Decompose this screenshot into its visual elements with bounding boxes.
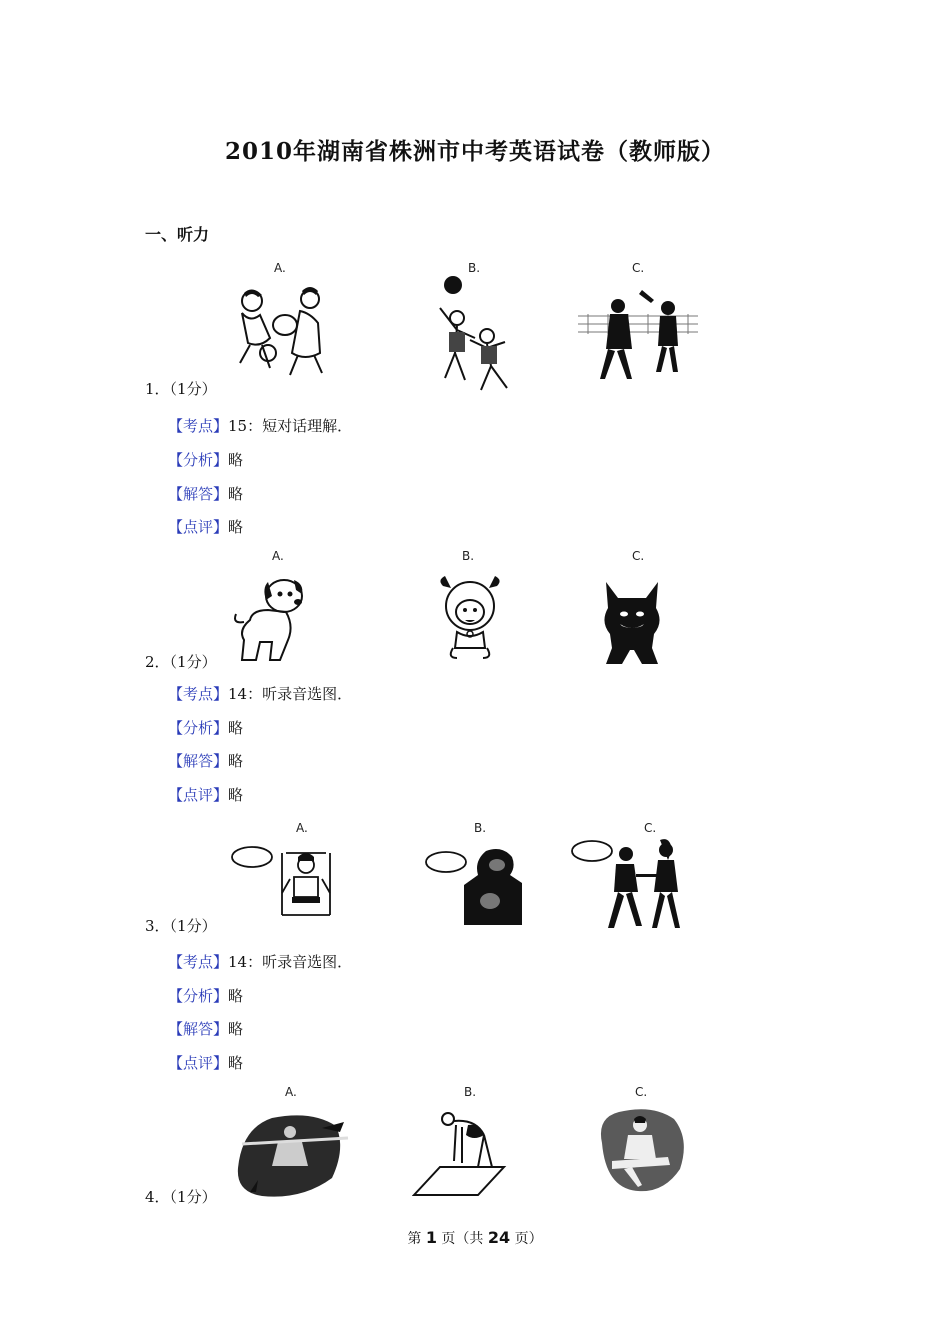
- option-label-a: A.: [274, 261, 286, 275]
- note-text: 15：短对话理解．: [228, 417, 353, 435]
- question-number: 3．（1分）: [145, 917, 217, 935]
- option-label-a: A.: [296, 821, 308, 835]
- note-dianping: [168, 784, 243, 805]
- page-footer: [0, 1228, 950, 1248]
- note-text: 略: [228, 987, 244, 1005]
- note-text: 略: [228, 786, 244, 804]
- note-text: 14：听录音选图．: [228, 685, 353, 703]
- note-jieda: [168, 750, 243, 771]
- tag-jieda: 【解答】: [168, 485, 229, 503]
- tag-dianping: 【点评】: [168, 786, 229, 804]
- note-text: 略: [228, 752, 244, 770]
- tag-jieda: 【解答】: [168, 1020, 229, 1038]
- note-text: 略: [228, 451, 244, 469]
- option-label-b: B.: [464, 1085, 477, 1099]
- picture-kayaking: [232, 1108, 354, 1200]
- note-jieda: [168, 1018, 243, 1039]
- question-number: 2．（1分）: [145, 653, 217, 671]
- note-text: 14：听录音选图．: [228, 953, 353, 971]
- picture-cartoon-sheep: [435, 572, 505, 660]
- option-label-b: B.: [462, 549, 475, 563]
- tag-fenxi: 【分析】: [168, 451, 229, 469]
- picture-two-people-walking: [570, 834, 694, 932]
- note-kaodian: [168, 415, 352, 436]
- tag-fenxi: 【分析】: [168, 987, 229, 1005]
- footer-middle: 页（共: [436, 1231, 488, 1247]
- question-number: 1．（1分）: [145, 380, 217, 398]
- note-kaodian: [168, 951, 352, 972]
- note-fenxi: [168, 717, 243, 738]
- note-text: 略: [228, 1020, 244, 1038]
- tag-kaodian: 【考点】: [168, 685, 229, 703]
- picture-swimmer-diving-start: [412, 1105, 507, 1199]
- note-dianping: [168, 516, 243, 537]
- note-text: 略: [228, 719, 244, 737]
- document-title: 2010年湖南省株洲市中考英语试卷（教师版）: [224, 138, 725, 165]
- option-label-b: B.: [474, 821, 487, 835]
- option-label-b: B.: [468, 261, 481, 275]
- tag-dianping: 【点评】: [168, 1054, 229, 1072]
- page-number: 1: [425, 1228, 437, 1247]
- option-label-c: C.: [644, 821, 657, 835]
- option-label-c: C.: [632, 261, 645, 275]
- note-text: 略: [228, 518, 244, 536]
- tag-kaodian: 【考点】: [168, 417, 229, 435]
- tag-jieda: 【解答】: [168, 752, 229, 770]
- section-heading-listening: 一、听力: [145, 225, 210, 244]
- picture-children-playing: [230, 283, 330, 378]
- page-total: 24: [487, 1228, 511, 1247]
- note-fenxi: [168, 985, 243, 1006]
- tag-kaodian: 【考点】: [168, 953, 229, 971]
- note-dianping: [168, 1052, 243, 1073]
- question-number: 4．（1分）: [145, 1188, 217, 1206]
- note-jieda: [168, 483, 243, 504]
- tag-dianping: 【点评】: [168, 518, 229, 536]
- option-label-c: C.: [632, 549, 645, 563]
- note-kaodian: [168, 683, 352, 704]
- picture-volleyball-players: [425, 268, 525, 393]
- note-fenxi: [168, 449, 243, 470]
- picture-cartoon-wolf: [598, 578, 666, 668]
- footer-prefix: 第: [407, 1231, 426, 1247]
- picture-cartoon-dog: [232, 570, 312, 665]
- note-text: 略: [228, 1054, 244, 1072]
- option-label-a: A.: [272, 549, 284, 563]
- picture-person-meditating: [594, 1103, 688, 1197]
- option-label-c: C.: [635, 1085, 648, 1099]
- picture-volleyball-net-game: [578, 286, 698, 386]
- picture-person-in-hoodie: [424, 843, 524, 925]
- note-text: 略: [228, 485, 244, 503]
- option-label-a: A.: [285, 1085, 297, 1099]
- tag-fenxi: 【分析】: [168, 719, 229, 737]
- picture-child-on-swing: [230, 843, 342, 925]
- footer-suffix: 页）: [510, 1231, 543, 1247]
